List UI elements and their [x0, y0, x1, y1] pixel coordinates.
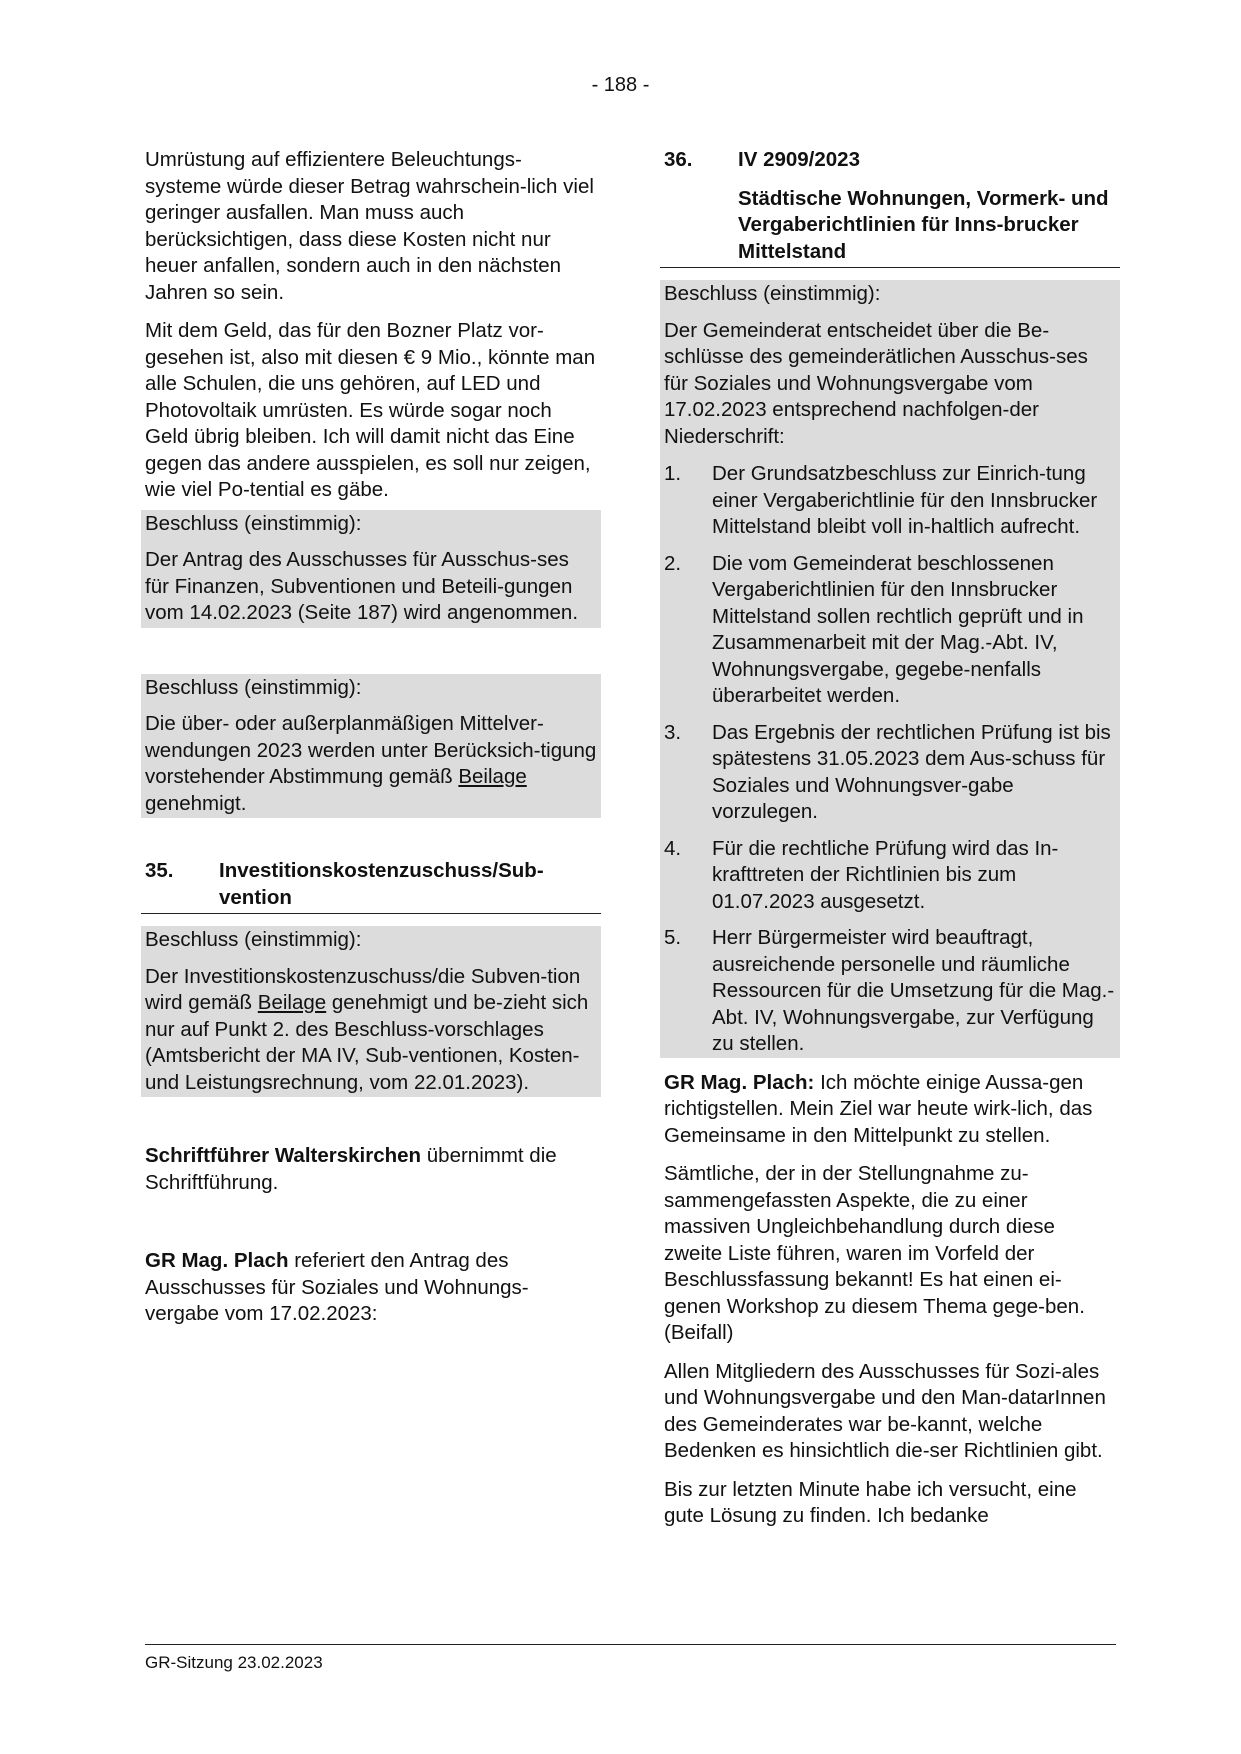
section-number: 35.: [145, 859, 174, 882]
speaker-name: GR Mag. Plach: [145, 1249, 289, 1272]
list-item: 2. Die vom Gemeinderat beschlossenen Vergaberichtlinien für den Innsbrucker Mittelstand sollen rechtlich geprüft und in Zusammenarbeit mit der Mag.-Abt. IV, Wohnungsvergabe, gegebe-nenfalls überarbeitet werden.: [664, 551, 1084, 707]
resolution-label: Beschluss (einstimmig):: [664, 282, 881, 305]
list-item: 3. Das Ergebnis der rechtlichen Prüfung ist bis spätestens 31.05.2023 dem Aus-schuss für Soziales und Wohnungsver-gabe vorzulegen.: [664, 720, 1111, 823]
resolution-label: Beschluss (einstimmig):: [145, 675, 362, 699]
paragraph: Schriftführer Walterskirchen übernimmt die Schriftführung.: [145, 1144, 557, 1194]
footer-rule: [145, 1644, 1116, 1645]
resolution-box: [141, 926, 601, 1097]
section-rule: [141, 913, 601, 914]
resolution-label: Beschluss (einstimmig):: [145, 928, 362, 951]
paragraph: Mit dem Geld, das für den Bozner Platz vor-gesehen ist, also mit diesen € 9 Mio., könnte man alle Schulen, die uns gehören, auf LED und Photovoltaik umrüsten. Es würde sogar noch Geld übrig bleiben. Ich will damit nicht das Eine gegen das andere ausspielen, es soll nur zeigen, wie viel Po-tential es gäbe.: [145, 319, 596, 501]
beilage-link[interactable]: Beilage: [257, 991, 327, 1014]
section-36-heading: [664, 147, 1116, 174]
resolution-box: [141, 510, 601, 628]
section-rule: [660, 267, 1120, 268]
page-number: - 188 -: [591, 74, 650, 96]
resolution-box: [660, 280, 1120, 1058]
list-item: 1. Der Grundsatzbeschluss zur Einrich-tung einer Vergaberichtlinie für den Innsbrucker Mittelstand bleibt voll in-haltlich aufrecht.: [664, 462, 1098, 538]
paragraph: Bis zur letzten Minute habe ich versucht, eine gute Lösung zu finden. Ich bedanke: [664, 1477, 1077, 1527]
resolution-text: Der Investitionskostenzuschuss/die Subven-tion wird gemäß Beilage genehmigt und be-zieht sich nur auf Punkt 2. des Beschluss-vorschlages (Amtsbericht der MA IV, Sub-ventionen, Kosten- und Leistungsrechnung, vom 22.01.2023).: [145, 964, 589, 1094]
resolution-label: Beschluss (einstimmig):: [145, 511, 362, 535]
right-column: [664, 147, 1116, 1530]
section-title: Investitionskostenzuschuss/Sub-vention: [219, 859, 544, 909]
paragraph: GR Mag. Plach referiert den Antrag des Ausschusses für Soziales und Wohnungs-vergabe vom 17.02.2023:: [145, 1249, 529, 1325]
resolution-text: Die über- oder außerplanmäßigen Mittelver-wendungen 2023 werden unter Berücksich-tigung vorstehender Abstimmung gemäß Beilage genehmigt.: [145, 712, 597, 815]
speaker-name: Schriftführer Walterskirchen: [145, 1144, 422, 1167]
section-title: Städtische Wohnungen, Vormerk- und Vergaberichtlinien für Inns-brucker Mittelstand: [738, 186, 1109, 263]
paragraph: Umrüstung auf effizientere Beleuchtungs-systeme würde dieser Betrag wahrschein-lich viel geringer ausfallen. Man muss auch berücksichtigen, dass diese Kosten nicht nur heuer anfallen, sondern auch in den nächsten Jahren so sein.: [145, 148, 594, 304]
section-number: 36.: [664, 148, 693, 171]
footer-text: GR-Sitzung 23.02.2023: [145, 1653, 323, 1672]
paragraph: GR Mag. Plach: Ich möchte einige Aussa-gen richtigstellen. Mein Ziel war heute wirk-lich, das Gemeinsame in den Mittelpunkt zu stellen.: [664, 1070, 1093, 1147]
paragraph: Allen Mitgliedern des Ausschusses für Sozi-ales und Wohnungsvergabe und den Man-datarInnen des Gemeinderates war be-kannt, welche Bedenken es hinsichtlich die-ser Richtlinien gibt.: [664, 1359, 1106, 1462]
paragraph: Sämtliche, der in der Stellungnahme zu-sammengefassten Aspekte, die zu einer massiven Ungleichbehandlung durch diese zweite Liste führen, waren im Vorfeld der Beschlussfassung bekannt! Es hat einen ei-genen Workshop zu diesem Thema gege-ben. (Beifall): [664, 1162, 1085, 1344]
beilage-link[interactable]: Beilage: [458, 765, 527, 788]
list-item: 5. Herr Bürgermeister wird beauftragt, ausreichende personelle und räumliche Ressourcen für die Umsetzung für die Mag.-Abt. IV, Wohnungsvergabe, zur Verfügung zu stellen.: [664, 926, 1115, 1055]
left-column: [145, 147, 597, 1328]
resolution-box: [141, 674, 601, 819]
resolution-text: Der Gemeinderat entscheidet über die Be-schlüsse des gemeinderätlichen Ausschus-ses für Soziales und Wohnungsvergabe vom 17.02.2023 entsprechend nachfolgen-der Niederschrift:: [664, 318, 1088, 448]
section-35-heading: [145, 858, 597, 911]
section-code: IV 2909/2023: [738, 148, 860, 171]
speaker-name: GR Mag. Plach:: [664, 1070, 815, 1094]
list-item: 4. Für die rechtliche Prüfung wird das In-krafttreten der Richtlinien bis zum 01.07.2023 ausgesetzt.: [664, 836, 1059, 913]
resolution-text: Der Antrag des Ausschusses für Ausschus-ses für Finanzen, Subventionen und Beteili-gungen vom 14.02.2023 (Seite 187) wird angenommen.: [145, 548, 579, 624]
